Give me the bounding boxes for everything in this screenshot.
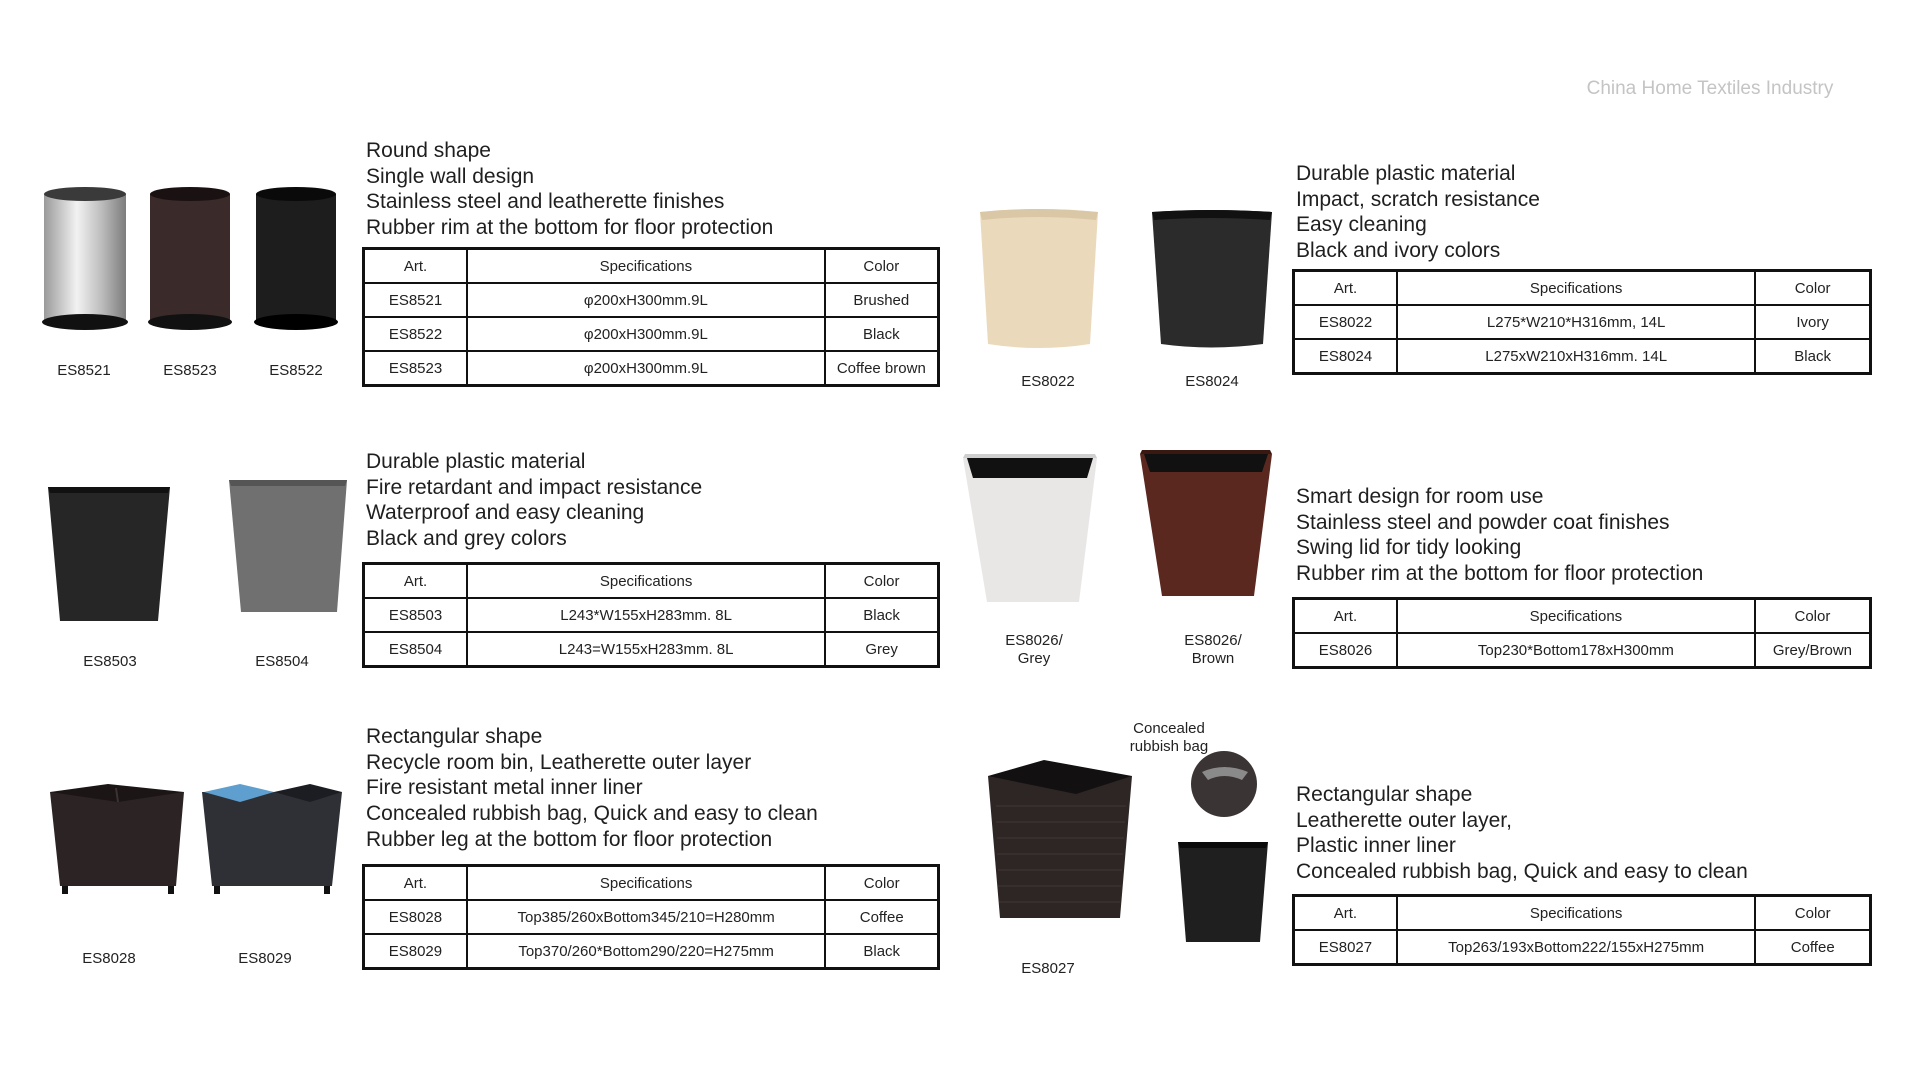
feature-item: Concealed rubbish bag, Quick and easy to clean xyxy=(366,802,818,826)
feature-item: Smart design for room use xyxy=(1296,485,1544,508)
product-image-es8022 xyxy=(976,206,1102,351)
table-row xyxy=(364,934,939,969)
table-cell: ES8521 xyxy=(364,283,468,317)
table-cell: L243=W155xH283mm. 8L xyxy=(467,632,825,667)
table-header-row xyxy=(1294,599,1871,634)
table-cell: φ200xH300mm.9L xyxy=(467,317,825,351)
feature-item: Black and ivory colors xyxy=(1296,239,1501,263)
table-cell: ES8027 xyxy=(1294,930,1397,965)
product-label-line: ES8026/ xyxy=(1184,632,1242,649)
feature-item: Stainless steel and powder coat finishes xyxy=(1296,510,1670,534)
feature-item: Rectangular shape xyxy=(366,725,543,748)
column-header: Color xyxy=(1755,599,1871,634)
table-row xyxy=(364,632,939,667)
table-row xyxy=(364,317,939,351)
table-row xyxy=(364,598,939,632)
table-cell: ES8504 xyxy=(364,632,468,667)
product-label: ES8024 xyxy=(1185,373,1239,390)
product-label xyxy=(979,632,1089,668)
feature-item: Rectangular shape xyxy=(1296,783,1473,806)
table-row xyxy=(1294,305,1871,339)
feature-item: Plastic inner liner xyxy=(1296,834,1456,858)
product-label: ES8504 xyxy=(255,653,309,670)
table-cell: Top370/260*Bottom290/220=H275mm xyxy=(467,934,826,969)
product-label: ES8028 xyxy=(82,950,136,967)
watermark: China Home Textiles Industry xyxy=(1586,78,1834,99)
feature-item: Concealed rubbish bag, Quick and easy to clean xyxy=(1296,860,1748,884)
product-label-line: ES8026/ xyxy=(1005,632,1063,649)
column-header: Specifications xyxy=(467,249,825,284)
product-image-es8503 xyxy=(46,485,172,625)
note-line: rubbish bag xyxy=(1129,738,1209,755)
feature-item: Rubber leg at the bottom for floor protection xyxy=(366,827,773,851)
feature-item: Durable plastic material xyxy=(1296,162,1516,185)
table-row xyxy=(364,351,939,386)
product-label: ES8522 xyxy=(269,362,323,379)
table-header-row xyxy=(364,249,939,284)
table-cell: Grey xyxy=(825,632,938,667)
table-cell: ES8522 xyxy=(364,317,468,351)
feature-list xyxy=(366,449,702,552)
feature-item: Recycle room bin, Leatherette outer layer xyxy=(366,750,752,774)
spec-table xyxy=(362,562,940,668)
feature-item: Durable plastic material xyxy=(366,450,586,473)
column-header: Art. xyxy=(1294,271,1398,306)
spec-table xyxy=(1292,597,1872,669)
product-image-es8521 xyxy=(40,186,130,334)
table-cell: Black xyxy=(825,598,938,632)
table-cell: ES8022 xyxy=(1294,305,1398,339)
table-header-row xyxy=(364,564,939,599)
product-label-line: Brown xyxy=(1191,650,1235,667)
spec-table xyxy=(362,247,940,387)
table-cell: φ200xH300mm.9L xyxy=(467,351,825,386)
table-cell: φ200xH300mm.9L xyxy=(467,283,825,317)
table-cell: Coffee xyxy=(825,900,938,934)
column-header: Specifications xyxy=(467,564,825,599)
column-header: Specifications xyxy=(467,866,826,901)
table-header-row xyxy=(364,866,939,901)
feature-item: Rubber rim at the bottom for floor protection xyxy=(366,216,774,240)
feature-item: Stainless steel and leatherette finishes xyxy=(366,190,725,214)
column-header: Art. xyxy=(364,564,468,599)
table-cell: Ivory xyxy=(1755,305,1870,339)
table-row xyxy=(1294,930,1871,965)
table-cell: Grey/Brown xyxy=(1755,633,1871,668)
feature-item: Easy cleaning xyxy=(1296,213,1427,237)
product-image-es8029 xyxy=(200,780,346,898)
product-image-es8504 xyxy=(227,478,349,614)
column-header: Specifications xyxy=(1397,271,1755,306)
column-header: Art. xyxy=(1294,599,1397,634)
feature-list xyxy=(1296,161,1540,264)
table-cell: Top230*Bottom178xH300mm xyxy=(1397,633,1755,668)
feature-item: Fire resistant metal inner liner xyxy=(366,776,643,800)
table-row xyxy=(1294,339,1871,374)
product-label-line: Grey xyxy=(1017,650,1051,667)
feature-list xyxy=(1296,782,1748,885)
table-cell: Top263/193xBottom222/155xH275mm xyxy=(1397,930,1756,965)
table-cell: Brushed xyxy=(825,283,939,317)
product-label: ES8521 xyxy=(57,362,111,379)
feature-item: Swing lid for tidy looking xyxy=(1296,536,1522,560)
feature-item: Fire retardant and impact resistance xyxy=(366,475,703,499)
spec-table xyxy=(362,864,940,970)
concealed-bag-note xyxy=(1114,720,1224,756)
column-header: Color xyxy=(1755,271,1870,306)
column-header: Specifications xyxy=(1397,599,1755,634)
product-image-es8028 xyxy=(48,780,188,898)
spec-table xyxy=(1292,269,1872,375)
table-cell: Black xyxy=(825,317,939,351)
column-header: Color xyxy=(825,866,938,901)
feature-list xyxy=(366,724,818,853)
feature-item: Black and grey colors xyxy=(366,527,567,551)
table-row xyxy=(364,900,939,934)
feature-item: Single wall design xyxy=(366,164,535,188)
table-cell: ES8523 xyxy=(364,351,468,386)
column-header: Color xyxy=(825,249,939,284)
spec-table xyxy=(1292,894,1872,966)
table-row xyxy=(364,283,939,317)
product-image-es8523 xyxy=(147,186,233,334)
product-label: ES8503 xyxy=(83,653,137,670)
product-label: ES8523 xyxy=(163,362,217,379)
product-image-es8026-grey xyxy=(961,452,1099,606)
table-cell: Coffee xyxy=(1755,930,1870,965)
column-header: Art. xyxy=(364,866,467,901)
feature-item: Round shape xyxy=(366,139,491,162)
product-label: ES8022 xyxy=(1021,373,1075,390)
product-image-es8027 xyxy=(984,756,1136,922)
feature-item: Rubber rim at the bottom for floor protection xyxy=(1296,562,1704,586)
rubbish-bag-detail-image xyxy=(1190,750,1258,818)
note-line: Concealed xyxy=(1133,720,1205,737)
table-cell: L275*W210*H316mm, 14L xyxy=(1397,305,1755,339)
table-cell: ES8024 xyxy=(1294,339,1398,374)
product-label: ES8027 xyxy=(1021,960,1075,977)
product-image-es8026-brown xyxy=(1138,448,1274,600)
feature-item: Leatherette outer layer, xyxy=(1296,808,1512,832)
product-image-es8522 xyxy=(253,186,339,334)
product-image-es8024 xyxy=(1149,208,1275,351)
table-row xyxy=(1294,633,1871,668)
table-cell: Top385/260xBottom345/210=H280mm xyxy=(467,900,826,934)
feature-list xyxy=(1296,484,1703,587)
product-label: ES8029 xyxy=(238,950,292,967)
table-cell: ES8028 xyxy=(364,900,467,934)
column-header: Color xyxy=(1755,896,1870,931)
feature-item: Impact, scratch resistance xyxy=(1296,187,1540,211)
table-header-row xyxy=(1294,896,1871,931)
feature-list xyxy=(366,138,773,241)
table-cell: ES8503 xyxy=(364,598,468,632)
product-label xyxy=(1158,632,1268,668)
feature-item: Waterproof and easy cleaning xyxy=(366,501,645,525)
table-cell: ES8026 xyxy=(1294,633,1397,668)
column-header: Art. xyxy=(364,249,468,284)
table-header-row xyxy=(1294,271,1871,306)
table-cell: L275xW210xH316mm. 14L xyxy=(1397,339,1755,374)
table-cell: Black xyxy=(1755,339,1870,374)
column-header: Art. xyxy=(1294,896,1397,931)
plastic-inner-liner-image xyxy=(1176,838,1270,948)
table-cell: L243*W155xH283mm. 8L xyxy=(467,598,825,632)
column-header: Color xyxy=(825,564,938,599)
table-cell: ES8029 xyxy=(364,934,467,969)
table-cell: Coffee brown xyxy=(825,351,939,386)
table-cell: Black xyxy=(825,934,938,969)
column-header: Specifications xyxy=(1397,896,1756,931)
